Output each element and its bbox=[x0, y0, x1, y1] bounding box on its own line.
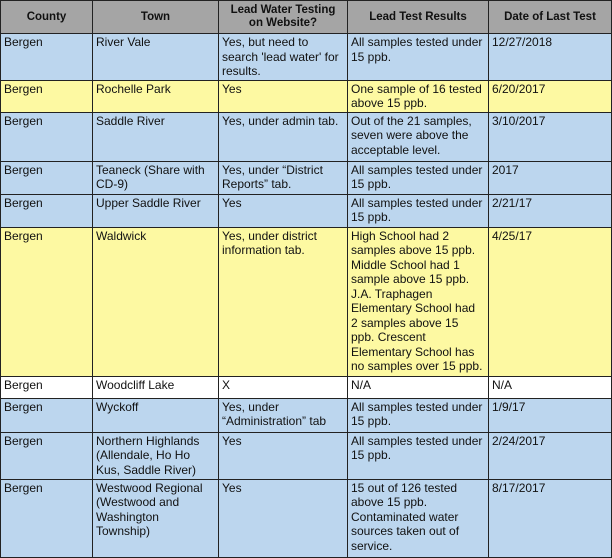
cell-county: Bergen bbox=[1, 479, 93, 557]
cell-results: 15 out of 126 tested above 15 ppb. Contaminated water sources taken out of service. bbox=[348, 479, 489, 557]
cell-results: All samples tested under 15 ppb. bbox=[348, 161, 489, 194]
cell-county: Bergen bbox=[1, 194, 93, 227]
cell-town: Westwood Regional (Westwood and Washington Township) bbox=[93, 479, 219, 557]
cell-website: Yes, under district information tab. bbox=[219, 227, 348, 376]
cell-date: 2/24/2017 bbox=[489, 432, 612, 479]
cell-town: Waldwick bbox=[93, 227, 219, 376]
cell-date: 3/10/2017 bbox=[489, 112, 612, 161]
table-row bbox=[1, 376, 612, 398]
cell-date: 8/17/2017 bbox=[489, 479, 612, 557]
cell-date: 12/27/2018 bbox=[489, 34, 612, 81]
cell-website: Yes, under admin tab. bbox=[219, 112, 348, 161]
cell-town: Teaneck (Share with CD-9) bbox=[93, 161, 219, 194]
cell-date: 1/9/17 bbox=[489, 398, 612, 432]
table-row bbox=[1, 80, 612, 112]
cell-town: Saddle River bbox=[93, 112, 219, 161]
cell-results: High School had 2 samples above 15 ppb. Middle School had 1 sample above 15 ppb. J.A. Traphagen Elementary School had 2 samples above 15 ppb. Crescent Elementary School has no samples over 15 ppb. bbox=[348, 227, 489, 376]
cell-website: Yes bbox=[219, 80, 348, 112]
cell-results: N/A bbox=[348, 376, 489, 398]
cell-website: Yes, under “Administration” tab bbox=[219, 398, 348, 432]
cell-county: Bergen bbox=[1, 161, 93, 194]
table-row bbox=[1, 161, 612, 194]
cell-town: Woodcliff Lake bbox=[93, 376, 219, 398]
table-row bbox=[1, 479, 612, 557]
cell-website: Yes bbox=[219, 194, 348, 227]
table-row bbox=[1, 34, 612, 81]
table-row bbox=[1, 227, 612, 376]
cell-date: 2017 bbox=[489, 161, 612, 194]
cell-town: Wyckoff bbox=[93, 398, 219, 432]
cell-county: Bergen bbox=[1, 80, 93, 112]
cell-date: 2/21/17 bbox=[489, 194, 612, 227]
header-website: Lead Water Testing on Website? bbox=[219, 1, 348, 34]
cell-county: Bergen bbox=[1, 227, 93, 376]
cell-county: Bergen bbox=[1, 398, 93, 432]
cell-date: 4/25/17 bbox=[489, 227, 612, 376]
cell-town: Northern Highlands (Allendale, Ho Ho Kus, Saddle River) bbox=[93, 432, 219, 479]
cell-county: Bergen bbox=[1, 432, 93, 479]
cell-results: All samples tested under 15 ppb. bbox=[348, 194, 489, 227]
cell-website: Yes, under “District Reports” tab. bbox=[219, 161, 348, 194]
cell-county: Bergen bbox=[1, 376, 93, 398]
cell-date: N/A bbox=[489, 376, 612, 398]
cell-town: River Vale bbox=[93, 34, 219, 81]
table-row bbox=[1, 194, 612, 227]
cell-results: One sample of 16 tested above 15 ppb. bbox=[348, 80, 489, 112]
cell-website: Yes bbox=[219, 432, 348, 479]
cell-website: Yes, but need to search 'lead water' for results. bbox=[219, 34, 348, 81]
cell-results: Out of the 21 samples, seven were above the acceptable level. bbox=[348, 112, 489, 161]
cell-website: Yes bbox=[219, 479, 348, 557]
header-county: County bbox=[1, 1, 93, 34]
header-date: Date of Last Test bbox=[489, 1, 612, 34]
cell-results: All samples tested under 15 ppb. bbox=[348, 432, 489, 479]
header-row bbox=[1, 1, 612, 34]
cell-town: Upper Saddle River bbox=[93, 194, 219, 227]
cell-county: Bergen bbox=[1, 112, 93, 161]
cell-website: X bbox=[219, 376, 348, 398]
cell-date: 6/20/2017 bbox=[489, 80, 612, 112]
cell-results: All samples tested under 15 ppb. bbox=[348, 398, 489, 432]
table-row bbox=[1, 432, 612, 479]
cell-town: Rochelle Park bbox=[93, 80, 219, 112]
table-row bbox=[1, 398, 612, 432]
cell-results: All samples tested under 15 ppb. bbox=[348, 34, 489, 81]
cell-county: Bergen bbox=[1, 34, 93, 81]
table-row bbox=[1, 112, 612, 161]
header-town: Town bbox=[93, 1, 219, 34]
header-results: Lead Test Results bbox=[348, 1, 489, 34]
